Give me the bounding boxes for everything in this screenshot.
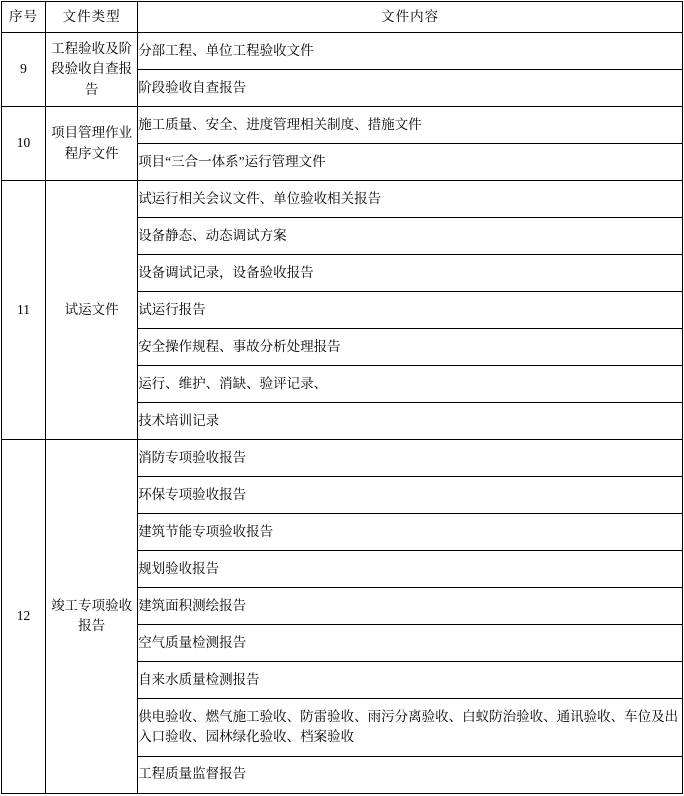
row-content-cell: 规划验收报告 [138,551,683,588]
row-content-cell: 供电验收、燃气施工验收、防雷验收、雨污分离验收、白蚁防治验收、通讯验收、车位及出入口验收、园林绿化验收、档案验收 [138,699,683,757]
row-number-10: 10 [2,107,46,181]
row-content-cell: 技术培训记录 [138,403,683,440]
table-row [2,181,683,218]
row-content-cell: 施工质量、安全、进度管理相关制度、措施文件 [138,107,683,144]
table-header-row [2,2,683,33]
row-content-cell: 安全操作规程、事故分析处理报告 [138,329,683,366]
row-content-cell: 设备静态、动态调试方案 [138,218,683,255]
row-type-11: 试运文件 [46,181,138,440]
row-content-cell: 空气质量检测报告 [138,625,683,662]
row-content-cell: 环保专项验收报告 [138,477,683,514]
row-type-10: 项目管理作业程序文件 [46,107,138,181]
table-header [2,2,683,33]
row-content-cell: 运行、维护、消缺、验评记录、 [138,366,683,403]
column-header-no: 序号 [2,2,46,33]
row-content-cell: 项目“三合一体系”运行管理文件 [138,144,683,181]
row-type-12: 竣工专项验收报告 [46,440,138,794]
row-content-cell: 消防专项验收报告 [138,440,683,477]
row-content-cell: 试运行相关会议文件、单位验收相关报告 [138,181,683,218]
row-number-11: 11 [2,181,46,440]
row-content-cell: 自来水质量检测报告 [138,662,683,699]
row-number-9: 9 [2,33,46,107]
table-row [2,107,683,144]
row-content-cell: 分部工程、单位工程验收文件 [138,33,683,70]
table-row [2,33,683,70]
table-body [2,33,683,794]
row-type-9: 工程验收及阶段验收自查报告 [46,33,138,107]
row-content-cell: 设备调试记录，设备验收报告 [138,255,683,292]
column-header-type: 文件类型 [46,2,138,33]
row-number-12: 12 [2,440,46,794]
row-content-cell: 工程质量监督报告 [138,756,683,793]
row-content-cell: 建筑节能专项验收报告 [138,514,683,551]
table-row [2,440,683,477]
column-header-content: 文件内容 [138,2,683,33]
row-content-cell: 阶段验收自查报告 [138,70,683,107]
row-content-cell: 试运行报告 [138,292,683,329]
row-content-cell: 建筑面积测绘报告 [138,588,683,625]
archive-file-table [1,1,683,794]
